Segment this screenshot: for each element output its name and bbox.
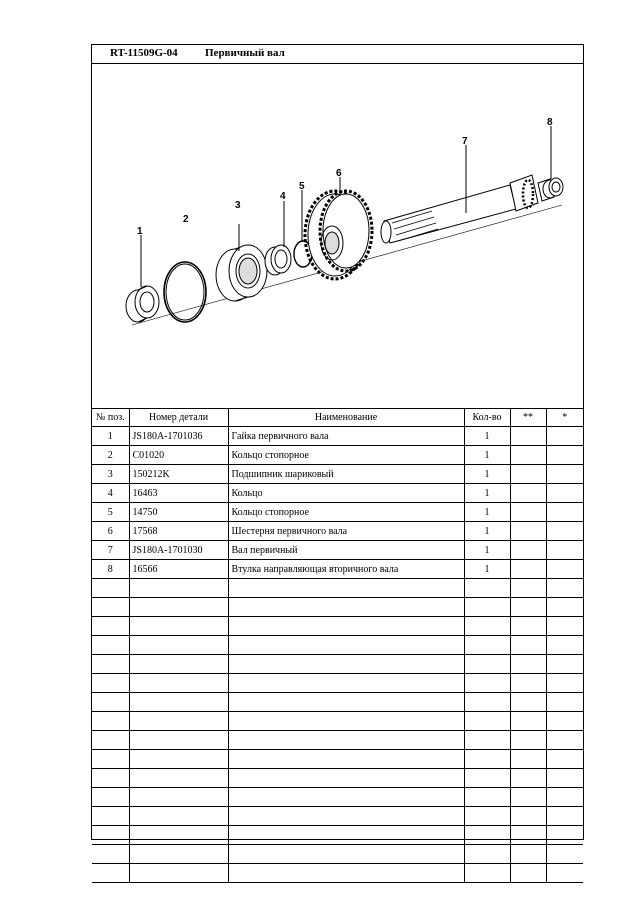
empty-cell — [129, 807, 228, 826]
cell-part-number: C01020 — [129, 446, 228, 465]
part-4-ring — [265, 245, 291, 275]
empty-cell — [546, 845, 583, 864]
part-3-bearing — [216, 245, 267, 301]
empty-cell — [546, 636, 583, 655]
empty-table-row — [92, 750, 583, 769]
cell-quantity: 1 — [464, 446, 510, 465]
cell-description: Вал первичный — [228, 541, 464, 560]
empty-cell — [129, 712, 228, 731]
empty-cell — [464, 788, 510, 807]
empty-cell — [510, 807, 546, 826]
empty-cell — [546, 731, 583, 750]
table-row — [92, 465, 583, 484]
cell-star — [546, 484, 583, 503]
empty-cell — [464, 636, 510, 655]
empty-cell — [464, 845, 510, 864]
empty-table-row — [92, 655, 583, 674]
empty-cell — [510, 579, 546, 598]
empty-table-row — [92, 598, 583, 617]
cell-star — [546, 522, 583, 541]
empty-cell — [546, 750, 583, 769]
cell-quantity: 1 — [464, 560, 510, 579]
empty-table-row — [92, 826, 583, 845]
empty-cell — [92, 731, 129, 750]
cell-position: 1 — [92, 427, 129, 446]
empty-cell — [92, 807, 129, 826]
empty-cell — [129, 655, 228, 674]
empty-cell — [92, 826, 129, 845]
cell-star — [546, 541, 583, 560]
callout-5: 5 — [299, 181, 305, 192]
callout-3: 3 — [235, 200, 241, 211]
cell-position: 7 — [92, 541, 129, 560]
empty-cell — [228, 617, 464, 636]
cell-position: 5 — [92, 503, 129, 522]
empty-cell — [228, 731, 464, 750]
table-row — [92, 541, 583, 560]
empty-table-row — [92, 579, 583, 598]
empty-cell — [546, 864, 583, 883]
empty-table-row — [92, 807, 583, 826]
empty-cell — [228, 769, 464, 788]
empty-cell — [510, 712, 546, 731]
empty-cell — [129, 617, 228, 636]
cell-description: Втулка направляющая вторичного вала — [228, 560, 464, 579]
cell-double-star — [510, 503, 546, 522]
cell-description: Гайка первичного вала — [228, 427, 464, 446]
empty-cell — [228, 674, 464, 693]
table-row — [92, 484, 583, 503]
col-quantity: Кол-во — [464, 409, 510, 427]
assembly-title: Первичный вал — [205, 47, 285, 59]
empty-cell — [464, 617, 510, 636]
cell-description: Шестерня первичного вала — [228, 522, 464, 541]
cell-position: 3 — [92, 465, 129, 484]
empty-cell — [129, 693, 228, 712]
empty-table-row — [92, 845, 583, 864]
empty-cell — [546, 598, 583, 617]
cell-quantity: 1 — [464, 465, 510, 484]
empty-cell — [510, 617, 546, 636]
table-body — [92, 427, 583, 883]
empty-table-row — [92, 636, 583, 655]
title-bar — [92, 45, 583, 64]
part-1-nut — [126, 286, 159, 322]
cell-double-star — [510, 427, 546, 446]
empty-cell — [92, 598, 129, 617]
empty-cell — [546, 674, 583, 693]
empty-cell — [228, 807, 464, 826]
empty-cell — [464, 598, 510, 617]
col-position: № поз. — [92, 409, 129, 427]
empty-cell — [92, 845, 129, 864]
empty-cell — [228, 712, 464, 731]
part-8-bushing — [543, 178, 563, 198]
empty-cell — [228, 693, 464, 712]
cell-part-number: 14750 — [129, 503, 228, 522]
empty-cell — [510, 674, 546, 693]
empty-cell — [92, 693, 129, 712]
cell-description: Кольцо — [228, 484, 464, 503]
empty-cell — [546, 826, 583, 845]
cell-description: Кольцо стопорное — [228, 446, 464, 465]
empty-cell — [510, 864, 546, 883]
part-7-shaft — [381, 175, 554, 243]
table-row — [92, 503, 583, 522]
empty-cell — [546, 655, 583, 674]
empty-cell — [510, 845, 546, 864]
empty-table-row — [92, 674, 583, 693]
empty-cell — [510, 655, 546, 674]
parts-table — [92, 409, 583, 883]
empty-cell — [546, 769, 583, 788]
cell-position: 4 — [92, 484, 129, 503]
empty-table-row — [92, 864, 583, 883]
empty-cell — [228, 845, 464, 864]
empty-cell — [92, 655, 129, 674]
part-2-snap-ring — [164, 262, 206, 322]
col-star: * — [546, 409, 583, 427]
cell-double-star — [510, 465, 546, 484]
cell-part-number: 150212K — [129, 465, 228, 484]
cell-double-star — [510, 541, 546, 560]
empty-cell — [129, 864, 228, 883]
cell-part-number: JS180A-1701030 — [129, 541, 228, 560]
table-row — [92, 427, 583, 446]
callout-8: 8 — [547, 117, 553, 128]
empty-cell — [92, 579, 129, 598]
col-part-number: Номер детали — [129, 409, 228, 427]
table-row — [92, 522, 583, 541]
cell-quantity: 1 — [464, 522, 510, 541]
empty-cell — [92, 636, 129, 655]
empty-cell — [464, 731, 510, 750]
empty-cell — [92, 674, 129, 693]
table-header-row — [92, 409, 583, 427]
empty-cell — [129, 826, 228, 845]
empty-cell — [464, 655, 510, 674]
cell-part-number: 17568 — [129, 522, 228, 541]
empty-cell — [546, 693, 583, 712]
empty-cell — [228, 655, 464, 674]
empty-cell — [228, 826, 464, 845]
empty-cell — [464, 579, 510, 598]
cell-part-number: 16463 — [129, 484, 228, 503]
empty-cell — [546, 788, 583, 807]
empty-cell — [129, 598, 228, 617]
empty-cell — [464, 693, 510, 712]
cell-double-star — [510, 522, 546, 541]
cell-star — [546, 427, 583, 446]
empty-cell — [510, 636, 546, 655]
empty-cell — [464, 864, 510, 883]
empty-cell — [464, 674, 510, 693]
empty-table-row — [92, 731, 583, 750]
empty-cell — [92, 769, 129, 788]
cell-quantity: 1 — [464, 484, 510, 503]
empty-cell — [129, 636, 228, 655]
empty-cell — [464, 826, 510, 845]
cell-quantity: 1 — [464, 503, 510, 522]
empty-cell — [546, 712, 583, 731]
callout-4: 4 — [280, 191, 286, 202]
callout-2: 2 — [183, 214, 189, 225]
empty-cell — [510, 598, 546, 617]
empty-cell — [92, 617, 129, 636]
empty-cell — [92, 712, 129, 731]
empty-cell — [464, 712, 510, 731]
cell-double-star — [510, 446, 546, 465]
callout-6: 6 — [336, 168, 342, 179]
parts-sheet — [91, 44, 584, 840]
empty-cell — [464, 769, 510, 788]
cell-double-star — [510, 484, 546, 503]
empty-table-row — [92, 769, 583, 788]
cell-star — [546, 465, 583, 484]
col-double-star: ** — [510, 409, 546, 427]
table-row — [92, 560, 583, 579]
empty-cell — [510, 750, 546, 769]
exploded-view-svg — [92, 63, 583, 408]
empty-cell — [464, 807, 510, 826]
empty-cell — [129, 731, 228, 750]
cell-position: 8 — [92, 560, 129, 579]
empty-cell — [129, 674, 228, 693]
empty-cell — [129, 769, 228, 788]
part-6-gear — [305, 191, 372, 279]
cell-part-number: 16566 — [129, 560, 228, 579]
empty-cell — [510, 731, 546, 750]
empty-cell — [228, 788, 464, 807]
cell-part-number: JS180A-1701036 — [129, 427, 228, 446]
empty-cell — [546, 617, 583, 636]
empty-cell — [228, 750, 464, 769]
empty-cell — [92, 864, 129, 883]
cell-position: 2 — [92, 446, 129, 465]
table-row — [92, 446, 583, 465]
cell-star — [546, 503, 583, 522]
empty-table-row — [92, 617, 583, 636]
cell-description: Кольцо стопорное — [228, 503, 464, 522]
empty-cell — [129, 845, 228, 864]
empty-cell — [510, 769, 546, 788]
cell-quantity: 1 — [464, 541, 510, 560]
empty-cell — [546, 579, 583, 598]
empty-cell — [92, 750, 129, 769]
col-description: Наименование — [228, 409, 464, 427]
empty-cell — [546, 807, 583, 826]
cell-star — [546, 446, 583, 465]
cell-star — [546, 560, 583, 579]
empty-table-row — [92, 712, 583, 731]
empty-cell — [228, 579, 464, 598]
empty-cell — [129, 788, 228, 807]
empty-cell — [228, 864, 464, 883]
empty-cell — [510, 788, 546, 807]
empty-cell — [510, 693, 546, 712]
assembly-code: RT-11509G-04 — [110, 47, 178, 59]
cell-quantity: 1 — [464, 427, 510, 446]
empty-cell — [464, 750, 510, 769]
empty-cell — [510, 826, 546, 845]
empty-cell — [92, 788, 129, 807]
empty-cell — [129, 750, 228, 769]
cell-position: 6 — [92, 522, 129, 541]
exploded-view-drawing — [92, 63, 583, 409]
cell-description: Подшипник шариковый — [228, 465, 464, 484]
callout-7: 7 — [462, 136, 468, 147]
empty-cell — [228, 636, 464, 655]
empty-cell — [228, 598, 464, 617]
empty-cell — [129, 579, 228, 598]
empty-table-row — [92, 788, 583, 807]
callout-1: 1 — [137, 226, 143, 237]
cell-double-star — [510, 560, 546, 579]
empty-table-row — [92, 693, 583, 712]
